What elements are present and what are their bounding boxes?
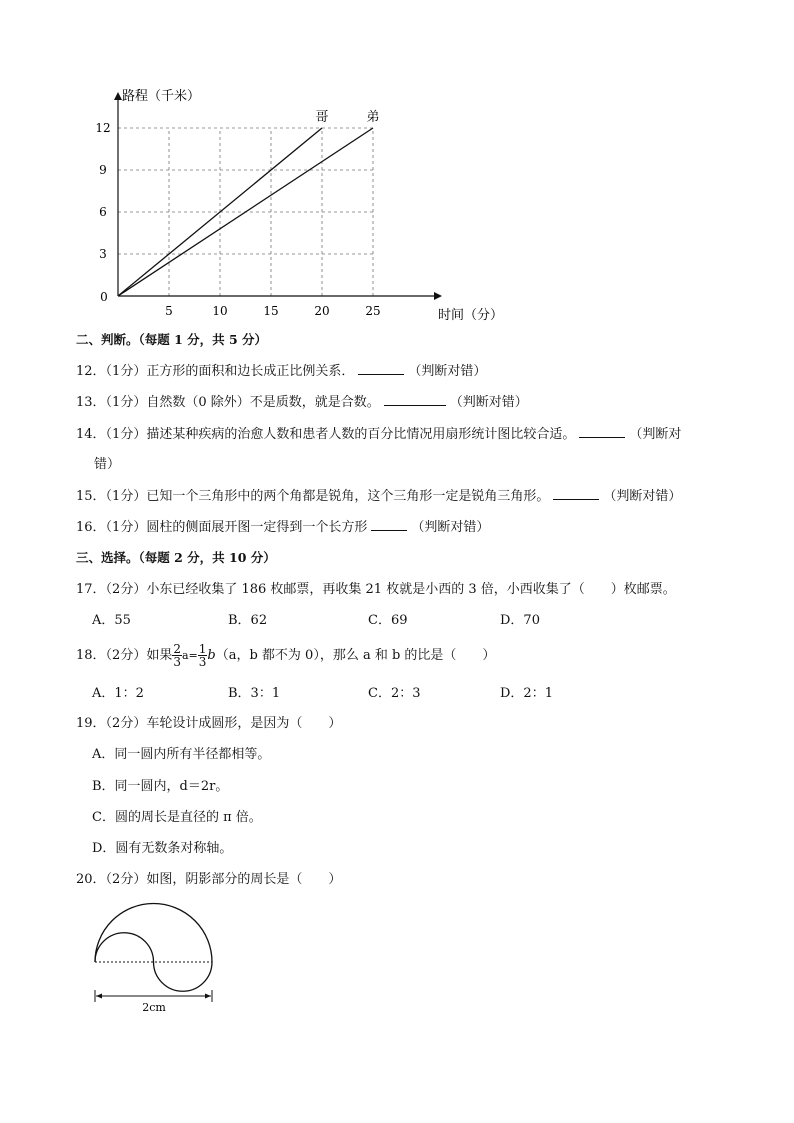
q20-figure [80,898,240,1018]
tick-label-y-3: 3 [99,247,107,261]
q19-option-a[interactable]: A．同一圆内所有半径都相等。 [92,747,271,762]
q17-option-b[interactable]: B．62 [228,613,268,628]
q18-var-b: b [207,648,216,663]
q12-answer-blank[interactable] [358,362,404,375]
q19-option-c[interactable]: C．圆的周长是直径的 π 倍。 [92,810,262,825]
chart-axes [114,88,503,323]
q18-suffix: （a，b 都不为 0），那么 a 和 b 的比是（ ） [215,648,496,663]
q17-option-c[interactable]: C．69 [368,613,408,628]
q14-answer-blank[interactable] [579,425,625,438]
q15-suffix: （判断对错） [603,489,682,504]
dimension-label: 2cm [142,1001,166,1014]
q12-suffix: （判断对错） [408,364,487,379]
q18-fraction-2-3: $\frac{2}{3}$ [173,642,181,669]
q16-suffix: （判断对错） [411,520,490,535]
tick-label-y-12: 12 [95,121,111,135]
q18-text: 18．（2分）如果 [76,648,173,663]
question-13 [76,393,528,412]
q14-text: 14．（1分）描述某种疾病的治愈人数和患者人数的百分比情况用扇形统计图比较合适。 [76,427,576,442]
q18-option-d[interactable]: D．2：1 [500,686,553,701]
q18-equals: = [188,649,198,662]
question-19: 19．（2分）车轮设计成圆形，是因为（ ） [76,716,342,731]
inner-small-arc [95,933,154,962]
q15-text: 15．（1分）已知一个三角形中的两个角都是锐角，这个三角形一定是锐角三角形。 [76,489,550,504]
tick-label-x-15: 15 [263,304,279,318]
tick-label-x-25: 25 [365,304,381,318]
tick-label-x-10: 10 [212,304,228,318]
chart-series [118,110,380,296]
q17-option-d[interactable]: D．70 [500,613,540,628]
q18-option-b[interactable]: B．3：1 [228,686,281,701]
tick-label-x-5: 5 [165,304,173,318]
q14-suffix: （判断对 [629,427,682,442]
q17-option-a[interactable]: A．55 [92,613,131,628]
series-label-2: 弟 [366,110,380,125]
q13-answer-blank[interactable] [384,393,446,406]
question-14 [76,425,681,444]
question-12 [76,362,486,381]
q15-answer-blank[interactable] [553,487,599,500]
question-15 [76,487,681,506]
y-axis-label: 路程（千米） [122,89,201,104]
question-20: 20．（2分）如图，阴影部分的周长是（ ） [76,872,342,887]
y-axis-arrow [114,92,122,100]
q19-option-d[interactable]: D．圆有无数条对称轴。 [92,841,233,856]
section2-title: 二、判断。（每题 1 分，共 5 分） [76,332,268,347]
tick-label-y-9: 9 [99,163,107,177]
x-axis-label: 时间（分） [438,308,504,323]
q14-continuation: 错） [94,457,121,472]
q18-fraction-1-3: $\frac{1}{3}$ [198,642,207,669]
q13-suffix: （判断对错） [449,395,528,410]
q12-text: 12．（1分）正方形的面积和边长成正比例关系． [76,364,355,379]
outer-semicircle [95,904,212,963]
q19-option-b[interactable]: B．同一圆内，d＝2r。 [92,779,229,794]
lower-small-arc [154,962,213,991]
q18-option-a[interactable]: A．1：2 [92,686,144,701]
section3-title: 三、选择。（每题 2 分，共 10 分） [76,550,276,565]
tick-label-origin: 0 [100,290,108,304]
q18-option-c[interactable]: C．2：3 [368,686,421,701]
tick-label-y-6: 6 [99,205,107,219]
tick-label-x-20: 20 [314,304,330,318]
series-label-1: 哥 [315,110,329,125]
question-16 [76,518,489,537]
q18-var-a: a [181,649,189,662]
q16-text: 16．（1分）圆柱的侧面展开图一定得到一个长方形 [76,520,368,535]
q16-answer-blank[interactable] [371,518,407,531]
q13-text: 13．（1分）自然数（0 除外）不是质数，就是合数。 [76,395,380,410]
question-18 [76,642,495,670]
distance-time-chart [0,0,794,330]
question-17: 17．（2分）小东已经收集了 186 枚邮票，再收集 21 枚就是小西的 3 倍，小西收集了（ ）枚邮票。 [76,582,676,597]
x-axis-arrow [434,292,442,300]
dimension-arrow-right [205,994,211,999]
dimension-arrow-left [96,994,102,999]
